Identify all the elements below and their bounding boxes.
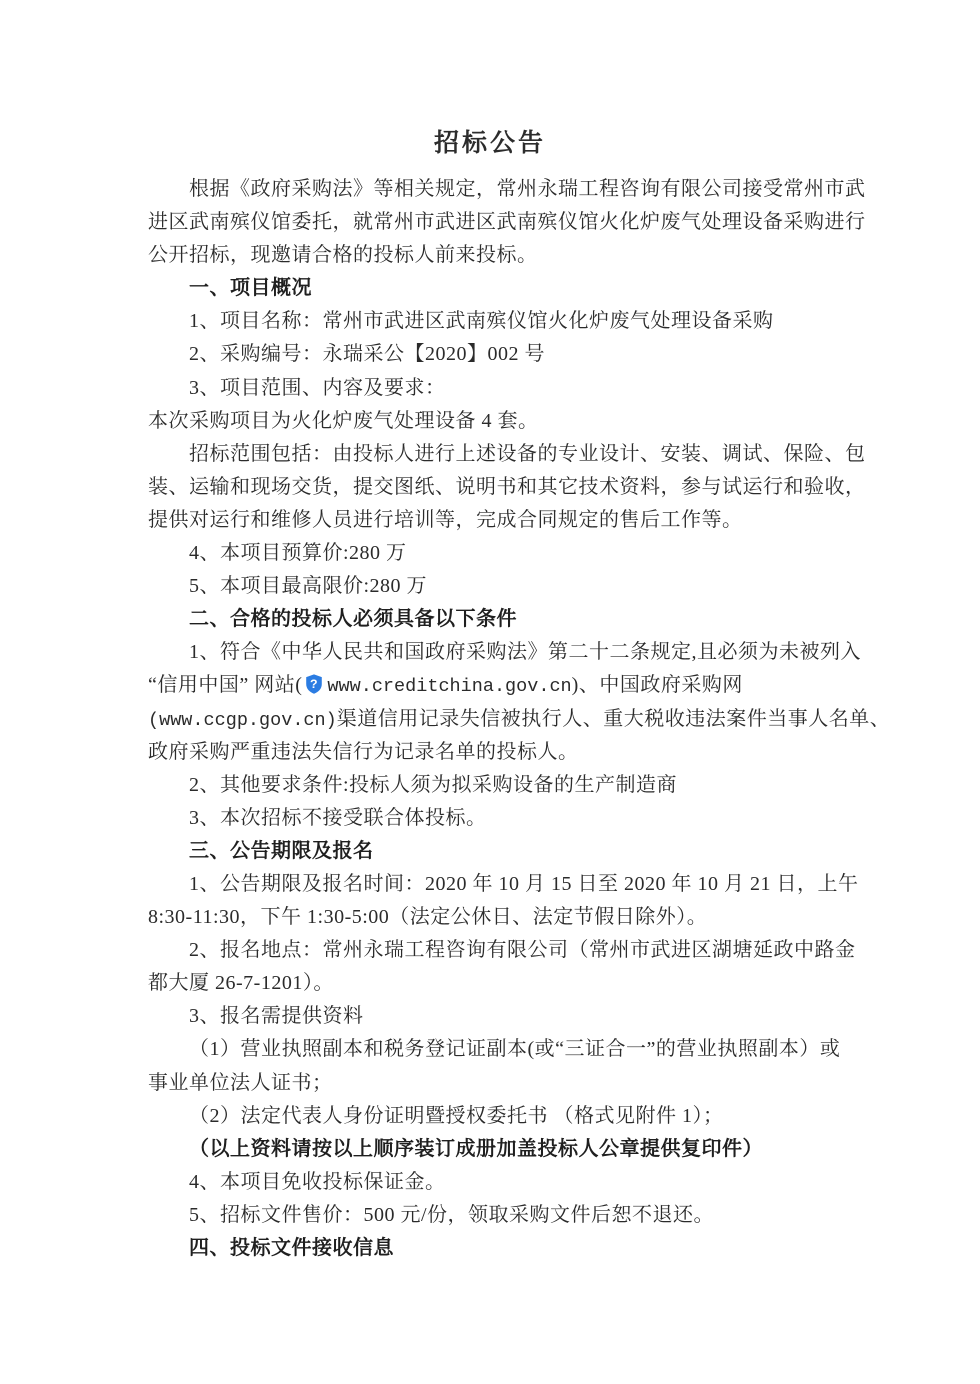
svg-text:?: ? bbox=[310, 677, 319, 692]
credit-china-shield-question-icon bbox=[303, 673, 325, 695]
doc-line: 5、本项目最高限价:280 万 bbox=[189, 575, 428, 598]
doc-line: 5、招标文件售价：500 元/份，领取采购文件后恕不退还。 bbox=[189, 1203, 715, 1226]
doc-line: （1）营业执照副本和税务登记证副本(或“三证合一”的营业执照副本）或 bbox=[189, 1038, 841, 1061]
url-text: (www.ccgp.gov.cn) bbox=[148, 709, 337, 731]
doc-line: 招标范围包括：由投标人进行上述设备的专业设计、安装、调试、保险、包 bbox=[189, 442, 866, 465]
doc-line: 本次采购项目为火化炉废气处理设备 4 套。 bbox=[148, 409, 539, 432]
doc-line: 4、本项目免收投标保证金。 bbox=[189, 1170, 446, 1193]
section-heading: 三、公告期限及报名 bbox=[189, 839, 374, 862]
doc-line bbox=[148, 669, 832, 702]
doc-line: 2、其他要求条件:投标人须为拟采购设备的生产制造商 bbox=[189, 773, 678, 796]
doc-line: 进区武南殡仪馆委托，就常州市武进区武南殡仪馆火化炉废气处理设备采购进行 bbox=[148, 211, 866, 234]
doc-line: 都大厦 26-7-1201）。 bbox=[148, 972, 334, 995]
doc-line: 装、运输和现场交货，提交图纸、说明书和其它技术资料，参与试运行和验收， bbox=[148, 475, 866, 498]
doc-line: 公开招标，现邀请合格的投标人前来投标。 bbox=[148, 244, 538, 267]
doc-line: 8:30-11:30，下午 1:30-5:00（法定公休日、法定节假日除外）。 bbox=[148, 906, 708, 929]
doc-body bbox=[148, 173, 891, 1265]
doc-line: 3、项目范围、内容及要求： bbox=[189, 376, 446, 399]
doc-line: 根据《政府采购法》等相关规定，常州永瑞工程咨询有限公司接受常州市武 bbox=[189, 178, 866, 200]
doc-line: 2、报名地点：常州永瑞工程咨询有限公司（常州市武进区湖塘延政中路金 bbox=[189, 939, 856, 962]
doc-line: 1、符合《中华人民共和国政府采购法》第二十二条规定,且必须为未被列入 bbox=[189, 641, 861, 664]
doc-line: 事业单位法人证书； bbox=[148, 1071, 333, 1094]
doc-line: 4、本项目预算价:280 万 bbox=[189, 542, 407, 565]
url-text: www.creditchina.gov.cn bbox=[327, 676, 572, 698]
text-segment: )、中国政府采购网 bbox=[571, 674, 743, 697]
text-segment: 渠道信用记录失信被执行人、重大税收违法案件当事人名单、 bbox=[336, 707, 891, 730]
text-segment: “信用中国” 网站( bbox=[148, 674, 303, 697]
doc-line: 1、项目名称：常州市武进区武南殡仪馆火化炉废气处理设备采购 bbox=[189, 310, 774, 333]
doc-line: 政府采购严重违法失信行为记录名单的投标人。 bbox=[148, 740, 579, 763]
doc-line: 1、公告期限及报名时间：2020 年 10 月 15 日至 2020 年 10 月 21 日，上午 bbox=[189, 872, 859, 895]
doc-line bbox=[148, 703, 891, 736]
document-page bbox=[148, 0, 891, 1265]
section-heading: 二、合格的投标人必须具备以下条件 bbox=[189, 608, 517, 631]
doc-line: （2）法定代表人身份证明暨授权委托书 （格式见附件 1）； bbox=[189, 1104, 724, 1127]
doc-line: 3、本次招标不接受联合体投标。 bbox=[189, 806, 487, 829]
doc-title: 招标公告 bbox=[433, 130, 546, 157]
doc-line: 3、报名需提供资料 bbox=[189, 1005, 364, 1028]
section-heading: 一、项目概况 bbox=[189, 277, 312, 300]
section-heading: 四、投标文件接收信息 bbox=[189, 1237, 394, 1259]
doc-line: 提供对运行和维修人员进行培训等，完成合同规定的售后工作等。 bbox=[148, 508, 743, 531]
section-heading: （以上资料请按以上顺序装订成册加盖投标人公章提供复印件） bbox=[189, 1137, 763, 1160]
doc-line: 2、采购编号：永瑞采公【2020】002 号 bbox=[189, 343, 545, 366]
